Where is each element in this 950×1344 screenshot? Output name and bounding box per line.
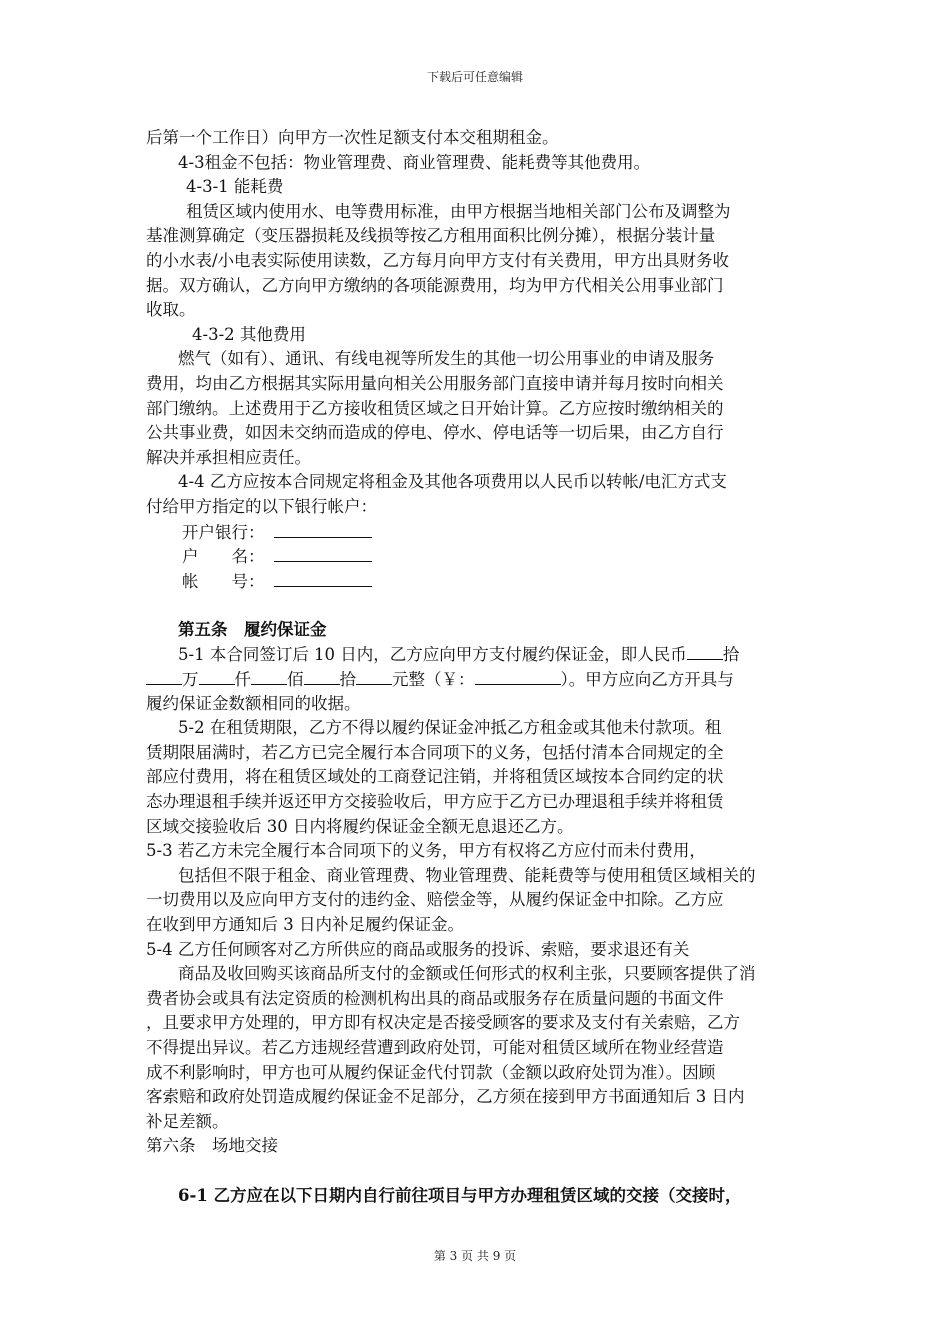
text-line: 履约保证金数额相同的收据。 xyxy=(146,693,361,713)
blank-underline xyxy=(356,667,392,685)
text-line: 据。双方确认，乙方向甲方缴纳的各项能源费用，均为甲方代相关公用事业部门 xyxy=(146,275,724,295)
spacer xyxy=(146,1159,846,1184)
text-line: 解决并承担相应责任。 xyxy=(146,447,311,467)
bank-field xyxy=(146,520,846,545)
text-line: 费用，均由乙方根据其实际用量向相关公用服务部门直接申请并每月按时向相关 xyxy=(146,373,724,393)
blank-underline xyxy=(146,667,182,685)
blank-underline xyxy=(274,544,372,562)
text-line: 的小水表/小电表实际使用读数，乙方每月向甲方支付有关费用，甲方出具财务收 xyxy=(146,250,730,270)
text-span: ）。甲方应向乙方开具与 xyxy=(560,670,734,690)
unit-label: 元整（￥： xyxy=(392,670,475,690)
text-line: 租赁区域内使用水、电等费用标准，由甲方根据当地相关部门公布及调整为 xyxy=(186,201,731,221)
text-line: ，且要求甲方处理的，甲方即有权决定是否接受顾客的要求及支付有关索赔，乙方 xyxy=(146,1013,740,1033)
text-line: 第六条 场地交接 xyxy=(146,1136,278,1156)
blank-underline xyxy=(199,667,235,685)
text-line: 在收到甲方通知后 3 日内补足履约保证金。 xyxy=(146,915,464,934)
text-line: 付给甲方指定的以下银行帐户： xyxy=(146,496,377,516)
text-line: 商品及收回购买该商品所支付的金额或任何形式的权利主张，只要顾客提供了消 xyxy=(178,964,756,984)
text-line: 5-3 若乙方未完全履行本合同项下的义务，甲方有权将乙方应付而未付费用， xyxy=(146,841,706,861)
text-line: 5-4 乙方任何顾客对乙方所供应的商品或服务的投诉、索赔，要求退还有关 xyxy=(146,939,690,959)
section-heading: 第五条 履约保证金 xyxy=(178,619,327,639)
blank-underline xyxy=(251,667,287,685)
account-number-label: 帐 号： xyxy=(182,571,265,591)
text-line: 后第一个工作日）向甲方一次性足额支付本交租期租金。 xyxy=(146,128,559,147)
text-line: 公共事业费，如因未交纳而造成的停电、停水、停电话等一切后果，由乙方自行 xyxy=(146,423,724,443)
text-line: 燃气（如有）、通讯、有线电视等所发生的其他一切公用事业的申请及服务 xyxy=(178,349,715,369)
page-header: 下载后可任意编辑 xyxy=(426,70,523,84)
blank-underline xyxy=(687,642,723,660)
account-name-label: 户 名： xyxy=(182,547,265,567)
text-span: 5-1 本合同签订后 10 日内，乙方应向甲方支付履约保证金，即人民币 xyxy=(178,645,687,665)
text-span: 拾 xyxy=(722,645,740,665)
subheading: 4-3-1 能耗费 xyxy=(186,177,284,197)
text-line: 收取。 xyxy=(146,300,196,320)
text-line: 态办理退租手续并返还甲方交接验收后，甲方应于乙方已办理退租手续并将租赁 xyxy=(146,792,724,812)
text-line: 4-4 乙方应按本合同规定将租金及其他各项费用以人民币以转帐/电汇方式支 xyxy=(178,472,727,492)
account-name-field xyxy=(146,544,846,569)
unit-label: 佰 xyxy=(287,670,304,690)
unit-label: 万 xyxy=(182,670,199,690)
unit-label: 拾 xyxy=(339,670,356,690)
unit-label: 仟 xyxy=(234,670,251,690)
text-line xyxy=(146,642,846,667)
text-line: 5-2 在租赁期限，乙方不得以履约保证金冲抵乙方租金或其他未付款项。租 xyxy=(178,718,722,738)
text-line: 一切费用以及应向甲方支付的违约金、赔偿金等，从履约保证金中扣除。乙方应 xyxy=(146,890,724,910)
text-line: 部应付费用，将在租赁区域处的工商登记注销，并将租赁区域按本合同约定的状 xyxy=(146,767,724,787)
subheading: 4-3-2 其他费用 xyxy=(192,324,306,344)
text-line: 费者协会或具有法定资质的检测机构出具的商品或服务存在质量问题的书面文件 xyxy=(146,988,724,1008)
blank-underline xyxy=(274,520,372,538)
text-line xyxy=(146,1208,846,1233)
bank-label: 开户银行： xyxy=(182,522,265,542)
text-line: 补足差额。 xyxy=(146,1111,229,1131)
text-line: 赁期限届满时，若乙方已完全履行本合同项下的义务，包括付清本合同规定的全 xyxy=(146,742,724,762)
blank-underline xyxy=(304,667,340,685)
amount-line xyxy=(146,667,846,692)
section-heading: 6-1 乙方应在以下日期内自行前往项目与甲方办理租赁区域的交接（交接时， xyxy=(178,1185,742,1205)
text-line: 基准测算确定（变压器损耗及线损等按乙方租用面积比例分摊），根据分装计量 xyxy=(146,226,716,246)
text-line: 4-3租金不包括：物业管理费、商业管理费、能耗费等其他费用。 xyxy=(178,152,651,172)
account-number-field xyxy=(146,569,846,594)
text-line: 不得提出异议。若乙方违规经营遭到政府处罚，可能对租赁区域所在物业经营造 xyxy=(146,1037,724,1057)
text-line: 部门缴纳。上述费用于乙方接收租赁区域之日开始计算。乙方应按时缴纳相关的 xyxy=(146,398,724,418)
text-line: 区域交接验收后 30 日内将履约保证金全额无息退还乙方。 xyxy=(146,816,574,836)
document-body xyxy=(146,126,846,1233)
spacer xyxy=(146,593,846,618)
text-line: 客索赔和政府处罚造成履约保证金不足部分，乙方须在接到甲方书面通知后 3 日内 xyxy=(146,1087,745,1107)
blank-underline xyxy=(274,569,372,587)
text-line: 成不利影响时，甲方也可从履约保证金代付罚款（金额以政府处罚为准）。因顾 xyxy=(146,1062,716,1082)
text-line: 包括但不限于租金、商业管理费、物业管理费、能耗费等与使用租赁区域相关的 xyxy=(178,865,756,885)
page-footer: 第 3 页 共 9 页 xyxy=(433,1249,517,1263)
blank-underline xyxy=(475,667,561,685)
